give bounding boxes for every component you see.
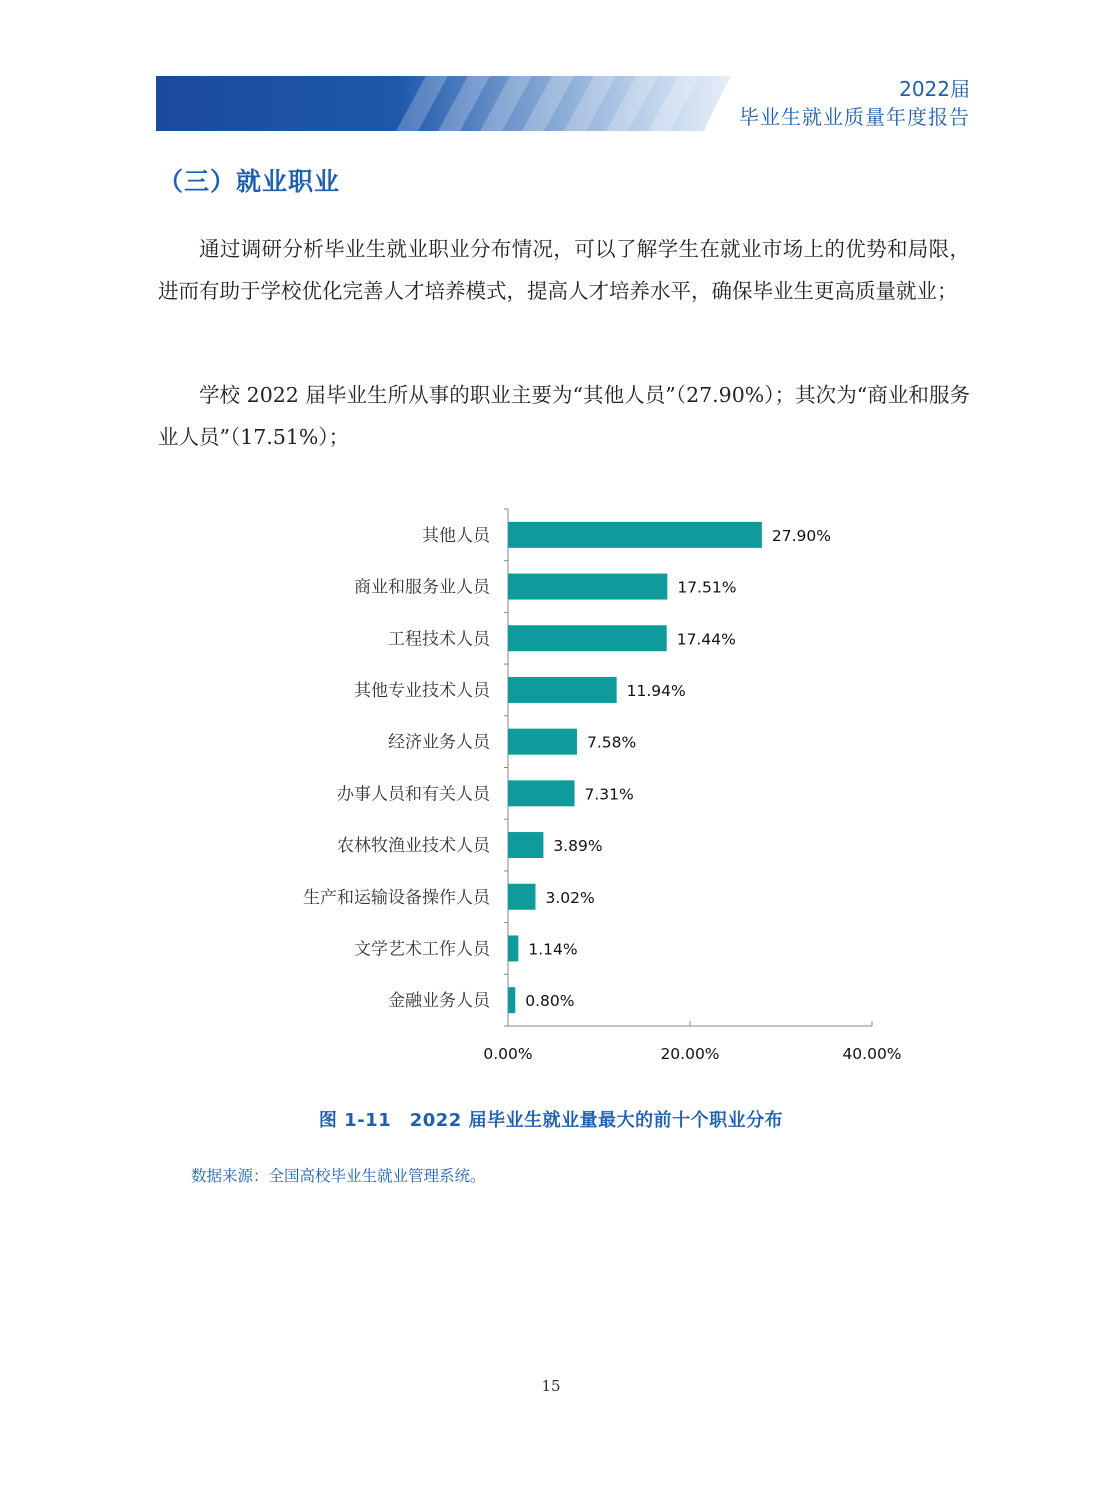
bar bbox=[508, 832, 543, 858]
bar bbox=[508, 935, 518, 961]
header-band bbox=[156, 76, 736, 131]
section-heading: （三）就业职业 bbox=[158, 167, 341, 196]
data-label: 17.44% bbox=[676, 630, 736, 649]
bar bbox=[508, 625, 667, 651]
page-number: 15 bbox=[541, 1377, 561, 1395]
bar bbox=[508, 780, 575, 806]
data-label: 3.89% bbox=[553, 837, 603, 856]
bar bbox=[508, 729, 577, 755]
data-label: 17.51% bbox=[677, 578, 737, 597]
x-tick-label: 20.00% bbox=[660, 1045, 720, 1063]
bar bbox=[508, 522, 762, 548]
category-label: 农林牧渔业技术人员 bbox=[337, 836, 490, 857]
category-label: 经济业务人员 bbox=[388, 732, 490, 753]
data-label: 7.58% bbox=[586, 733, 637, 752]
category-label: 文学艺术工作人员 bbox=[354, 939, 490, 960]
x-tick-label: 0.00% bbox=[483, 1045, 533, 1063]
data-label: 0.80% bbox=[525, 992, 575, 1011]
category-label: 其他专业技术人员 bbox=[354, 680, 490, 701]
header-gradient-graphic bbox=[156, 76, 736, 131]
data-source-note: 数据来源：全国高校毕业生就业管理系统。 bbox=[191, 1167, 486, 1185]
category-label: 办事人员和有关人员 bbox=[337, 784, 490, 805]
paragraph-intro: 通过调研分析毕业生就业职业分布情况，可以了解学生在就业市场上的优势和局限，进而有助于学校优化完善人才培养模式，提高人才培养水平，确保毕业生更高质量就业； bbox=[158, 237, 970, 303]
paragraph-summary: 学校 2022 届毕业生所从事的职业主要为“其他人员”（27.90%）；其次为“商业和服务业人员”（17.51%）； bbox=[158, 383, 970, 449]
data-label: 11.94% bbox=[626, 681, 686, 700]
category-label: 商业和服务业人员 bbox=[354, 577, 490, 598]
category-label: 金融业务人员 bbox=[388, 991, 490, 1012]
x-tick-label: 40.00% bbox=[842, 1045, 902, 1063]
data-label: 1.14% bbox=[528, 940, 578, 959]
report-year: 2022届 bbox=[899, 77, 970, 101]
category-label: 其他人员 bbox=[422, 525, 490, 546]
data-label: 27.90% bbox=[771, 526, 831, 545]
category-label: 工程技术人员 bbox=[388, 629, 490, 650]
data-label: 7.31% bbox=[584, 785, 634, 804]
bar bbox=[508, 884, 535, 910]
bar bbox=[508, 677, 617, 703]
category-label: 生产和运输设备操作人员 bbox=[303, 887, 490, 908]
data-label: 3.02% bbox=[545, 888, 595, 907]
occupation-bar-chart bbox=[260, 495, 960, 1085]
report-title: 毕业生就业质量年度报告 bbox=[739, 105, 970, 129]
bar bbox=[508, 987, 515, 1013]
figure-caption: 图 1-11 2022 届毕业生就业量最大的前十个职业分布 bbox=[318, 1110, 784, 1131]
chart-svg bbox=[260, 495, 960, 1085]
bar bbox=[508, 574, 667, 600]
